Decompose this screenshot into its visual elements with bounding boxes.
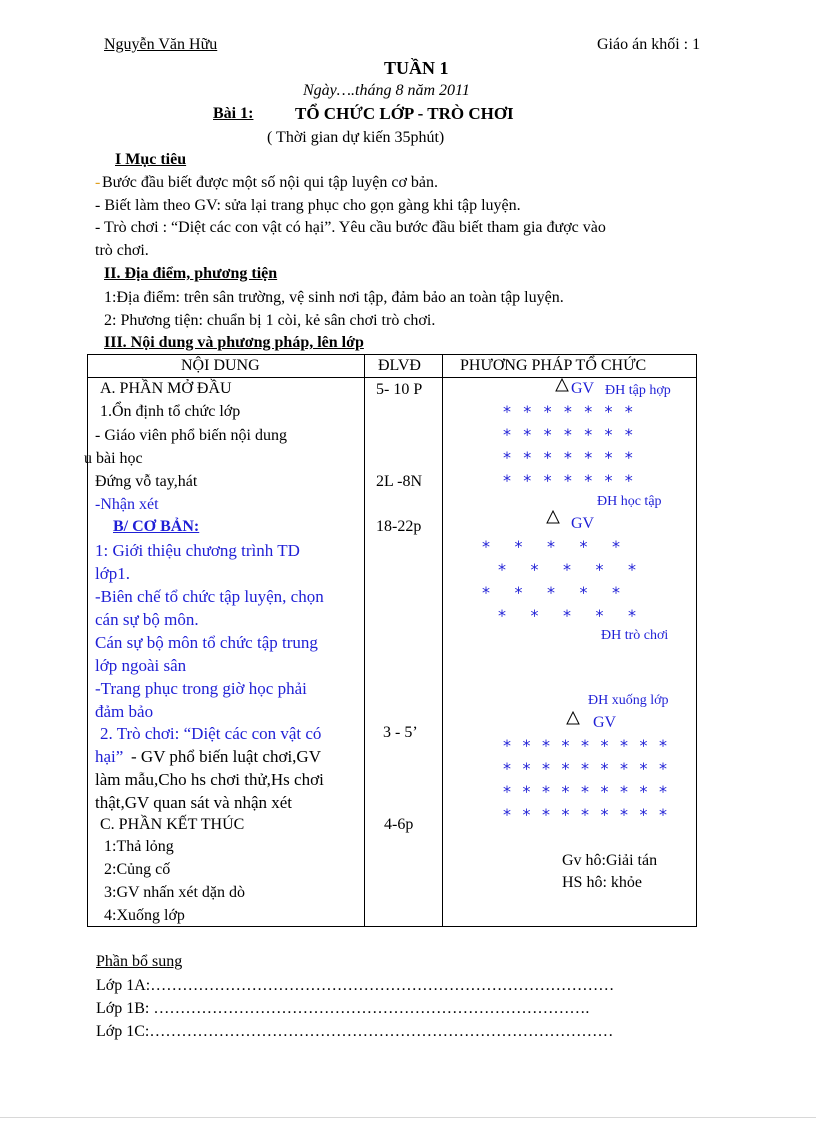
content-line: Cán sự bộ môn tổ chức tập trung (95, 633, 318, 652)
teacher-label: GV (593, 714, 617, 731)
student-star-icon: * (604, 402, 613, 421)
student-star-icon: * (639, 759, 648, 778)
student-star-icon: * (561, 805, 570, 824)
student-star-icon: * (547, 583, 555, 602)
student-star-icon: * (581, 736, 589, 755)
week-title: TUẦN 1 (384, 58, 449, 78)
lesson-date: Ngày….tháng 8 năm 2011 (303, 82, 470, 99)
student-star-icon: * (620, 782, 628, 801)
objective-item: Bước đầu biết được một số nội qui tập luyện cơ bản. (102, 174, 438, 191)
lesson-duration: ( Thời gian dự kiến 35phút) (267, 129, 445, 146)
content-line: 2:Củng cố (104, 861, 171, 878)
student-star-icon: * (523, 402, 532, 421)
student-star-icon: * (584, 448, 593, 467)
student-star-icon: * (503, 471, 511, 490)
duration-value: 3 - 5’ (383, 724, 418, 741)
student-star-icon: * (600, 759, 609, 778)
duration-value: 5- 10 P (376, 381, 423, 398)
teacher-triangle-icon (546, 510, 560, 524)
content-line: 3:GV nhấn xét dặn dò (104, 884, 246, 901)
section-c-heading: C. PHẦN KẾT THÚC (100, 816, 245, 833)
teacher-call: Gv hô:Giải tán (562, 852, 658, 869)
student-star-icon: * (542, 782, 550, 801)
student-star-icon: * (522, 805, 531, 824)
student-star-icon: * (498, 560, 506, 579)
content-line: 4:Xuống lớp (104, 907, 185, 924)
student-star-icon: * (612, 583, 620, 602)
student-star-icon: * (639, 736, 648, 755)
student-star-icon: * (547, 537, 555, 556)
student-star-icon: * (498, 606, 506, 625)
table-header-duration: ĐLVĐ (378, 357, 421, 374)
section-a-heading: A. PHẦN MỞ ĐẦU (100, 380, 232, 397)
student-star-icon: * (624, 471, 633, 490)
student-star-icon: * (620, 759, 628, 778)
student-star-icon: * (503, 759, 511, 778)
student-star-icon: * (659, 759, 667, 778)
student-star-icon: * (543, 402, 552, 421)
student-star-icon: * (514, 583, 523, 602)
student-star-icon: * (503, 805, 511, 824)
student-star-icon: * (624, 402, 633, 421)
student-star-icon: * (514, 537, 523, 556)
supplement-line: Lớp 1A:…………………………………………………………………………… (96, 977, 615, 994)
student-star-icon: * (624, 425, 633, 444)
teacher-label: GV (571, 380, 595, 397)
student-star-icon: * (628, 606, 636, 625)
author-name: Nguyễn Văn Hữu (104, 36, 218, 53)
student-call: HS hô: khỏe (562, 874, 642, 891)
lesson-label: Bài 1: (213, 105, 254, 122)
student-star-icon: * (530, 606, 539, 625)
content-line: lớp ngoài sân (95, 656, 187, 675)
student-star-icon: * (581, 782, 589, 801)
student-star-icon: * (530, 560, 539, 579)
content-line: hại” (95, 747, 124, 766)
student-star-icon: * (542, 736, 550, 755)
student-star-icon: * (503, 448, 511, 467)
lesson-title: TỔ CHỨC LỚP - TRÒ CHƠI (295, 104, 514, 123)
location-item: 2: Phương tiện: chuẩn bị 1 còi, kẻ sân chơi trò chơi. (104, 312, 436, 329)
content-line: thật,GV quan sát và nhận xét (95, 793, 293, 812)
student-star-icon: * (522, 782, 531, 801)
objective-item: - Trò chơi : “Diệt các con vật có hại”. Yêu cầu bước đầu biết tham gia được vào (95, 219, 606, 236)
student-star-icon: * (543, 425, 552, 444)
student-star-icon: * (659, 805, 667, 824)
content-line: 1: Giới thiệu chương trình TD (95, 541, 300, 560)
student-star-icon: * (503, 402, 511, 421)
location-item: 1:Địa điểm: trên sân trường, vệ sinh nơi tập, đảm bảo an toàn tập luyện. (104, 289, 564, 306)
student-star-icon: * (600, 782, 609, 801)
student-star-icon: * (600, 805, 609, 824)
student-star-icon: * (604, 471, 613, 490)
section-b-heading: B/ CƠ BẢN: (113, 518, 200, 535)
student-star-icon: * (584, 402, 593, 421)
content-line: 1:Thả lỏng (104, 838, 174, 855)
student-star-icon: * (561, 782, 570, 801)
content-line: Đứng vỗ tay,hát (95, 473, 198, 490)
content-heading: III. Nội dung và phương pháp, lên lớp (104, 334, 364, 351)
student-star-icon: * (561, 736, 570, 755)
content-line: đảm bảo (95, 702, 154, 721)
content-line: -Trang phục trong giờ học phải (95, 679, 307, 698)
student-star-icon: * (639, 805, 648, 824)
student-star-icon: * (503, 736, 511, 755)
content-line: 1.Ổn định tổ chức lớp (100, 403, 241, 420)
student-star-icon: * (542, 805, 550, 824)
student-star-icon: * (581, 805, 589, 824)
student-star-icon: * (620, 736, 628, 755)
content-line: lớp1. (95, 564, 130, 583)
teacher-triangle-icon (566, 711, 580, 725)
student-star-icon: * (563, 560, 571, 579)
student-star-icon: * (482, 583, 490, 602)
student-star-icon: * (543, 471, 552, 490)
student-star-icon: * (563, 448, 572, 467)
student-star-icon: * (584, 425, 593, 444)
content-line: -Nhận xét (95, 496, 159, 513)
column-divider (364, 355, 365, 926)
header-divider (88, 377, 696, 378)
student-star-icon: * (584, 471, 593, 490)
student-star-icon: * (620, 805, 628, 824)
student-star-icon: * (523, 471, 532, 490)
student-star-icon: * (600, 736, 609, 755)
student-star-icon: * (612, 537, 620, 556)
content-line: cán sự bộ môn. (95, 610, 199, 629)
student-star-icon: * (563, 471, 572, 490)
student-star-icon: * (482, 537, 490, 556)
formation-leave-label: ĐH xuống lớp (588, 693, 669, 708)
content-line: - GV phổ biến luật chơi,GV (131, 747, 321, 766)
objectives-heading: I Mục tiêu (115, 151, 187, 168)
student-star-icon: * (561, 759, 570, 778)
content-line: u bài học (84, 450, 143, 467)
student-star-icon: * (659, 736, 667, 755)
student-star-icon: * (522, 736, 531, 755)
formation-gather-label: ĐH tập hợp (605, 383, 671, 398)
student-star-icon: * (563, 402, 572, 421)
table-header-method: PHƯƠNG PHÁP TỔ CHỨC (460, 357, 647, 374)
student-star-icon: * (563, 425, 572, 444)
student-star-icon: * (523, 425, 532, 444)
student-star-icon: * (624, 448, 633, 467)
student-star-icon: * (581, 759, 589, 778)
grade-label: Giáo án khối : 1 (597, 36, 701, 53)
student-star-icon: * (628, 560, 636, 579)
student-star-icon: * (595, 606, 604, 625)
duration-value: 2L -8N (376, 473, 423, 490)
duration-value: 18-22p (376, 518, 422, 535)
student-star-icon: * (543, 448, 552, 467)
student-star-icon: * (563, 606, 571, 625)
teacher-label: GV (571, 515, 595, 532)
objective-dash: - (95, 174, 101, 191)
student-star-icon: * (579, 583, 588, 602)
student-star-icon: * (522, 759, 531, 778)
formation-game-label: ĐH trò chơi (601, 628, 669, 643)
student-star-icon: * (542, 759, 550, 778)
student-star-icon: * (604, 425, 613, 444)
formation-study-label: ĐH học tập (597, 494, 662, 509)
supplement-line: Lớp 1C:…………………………………………………………………………… (96, 1023, 614, 1040)
objective-item: - Biết làm theo GV: sửa lại trang phục cho gọn gàng khi tập luyện. (95, 197, 521, 214)
student-star-icon: * (595, 560, 604, 579)
objective-item: trò chơi. (95, 242, 149, 259)
content-line: làm mẫu,Cho hs chơi thử,Hs chơi (95, 770, 324, 789)
location-heading: II. Địa điểm, phương tiện (104, 265, 278, 282)
supplement-line: Lớp 1B: ………………………………………………………………………. (96, 1000, 590, 1017)
supplement-heading: Phần bổ sung (96, 953, 183, 970)
student-star-icon: * (639, 782, 648, 801)
content-line: 2. Trò chơi: “Diệt các con vật có (100, 724, 322, 743)
student-star-icon: * (604, 448, 613, 467)
page-bottom-divider (0, 1117, 816, 1118)
student-star-icon: * (579, 537, 588, 556)
column-divider (442, 355, 443, 926)
duration-value: 4-6p (384, 816, 414, 833)
content-line: -Biên chế tổ chức tập luyện, chọn (95, 587, 324, 606)
content-line: - Giáo viên phổ biến nội dung (95, 427, 287, 444)
teacher-triangle-icon (555, 378, 569, 392)
student-star-icon: * (503, 782, 511, 801)
student-star-icon: * (503, 425, 511, 444)
table-header-content: NỘI DUNG (181, 357, 260, 374)
student-star-icon: * (659, 782, 667, 801)
student-star-icon: * (523, 448, 532, 467)
